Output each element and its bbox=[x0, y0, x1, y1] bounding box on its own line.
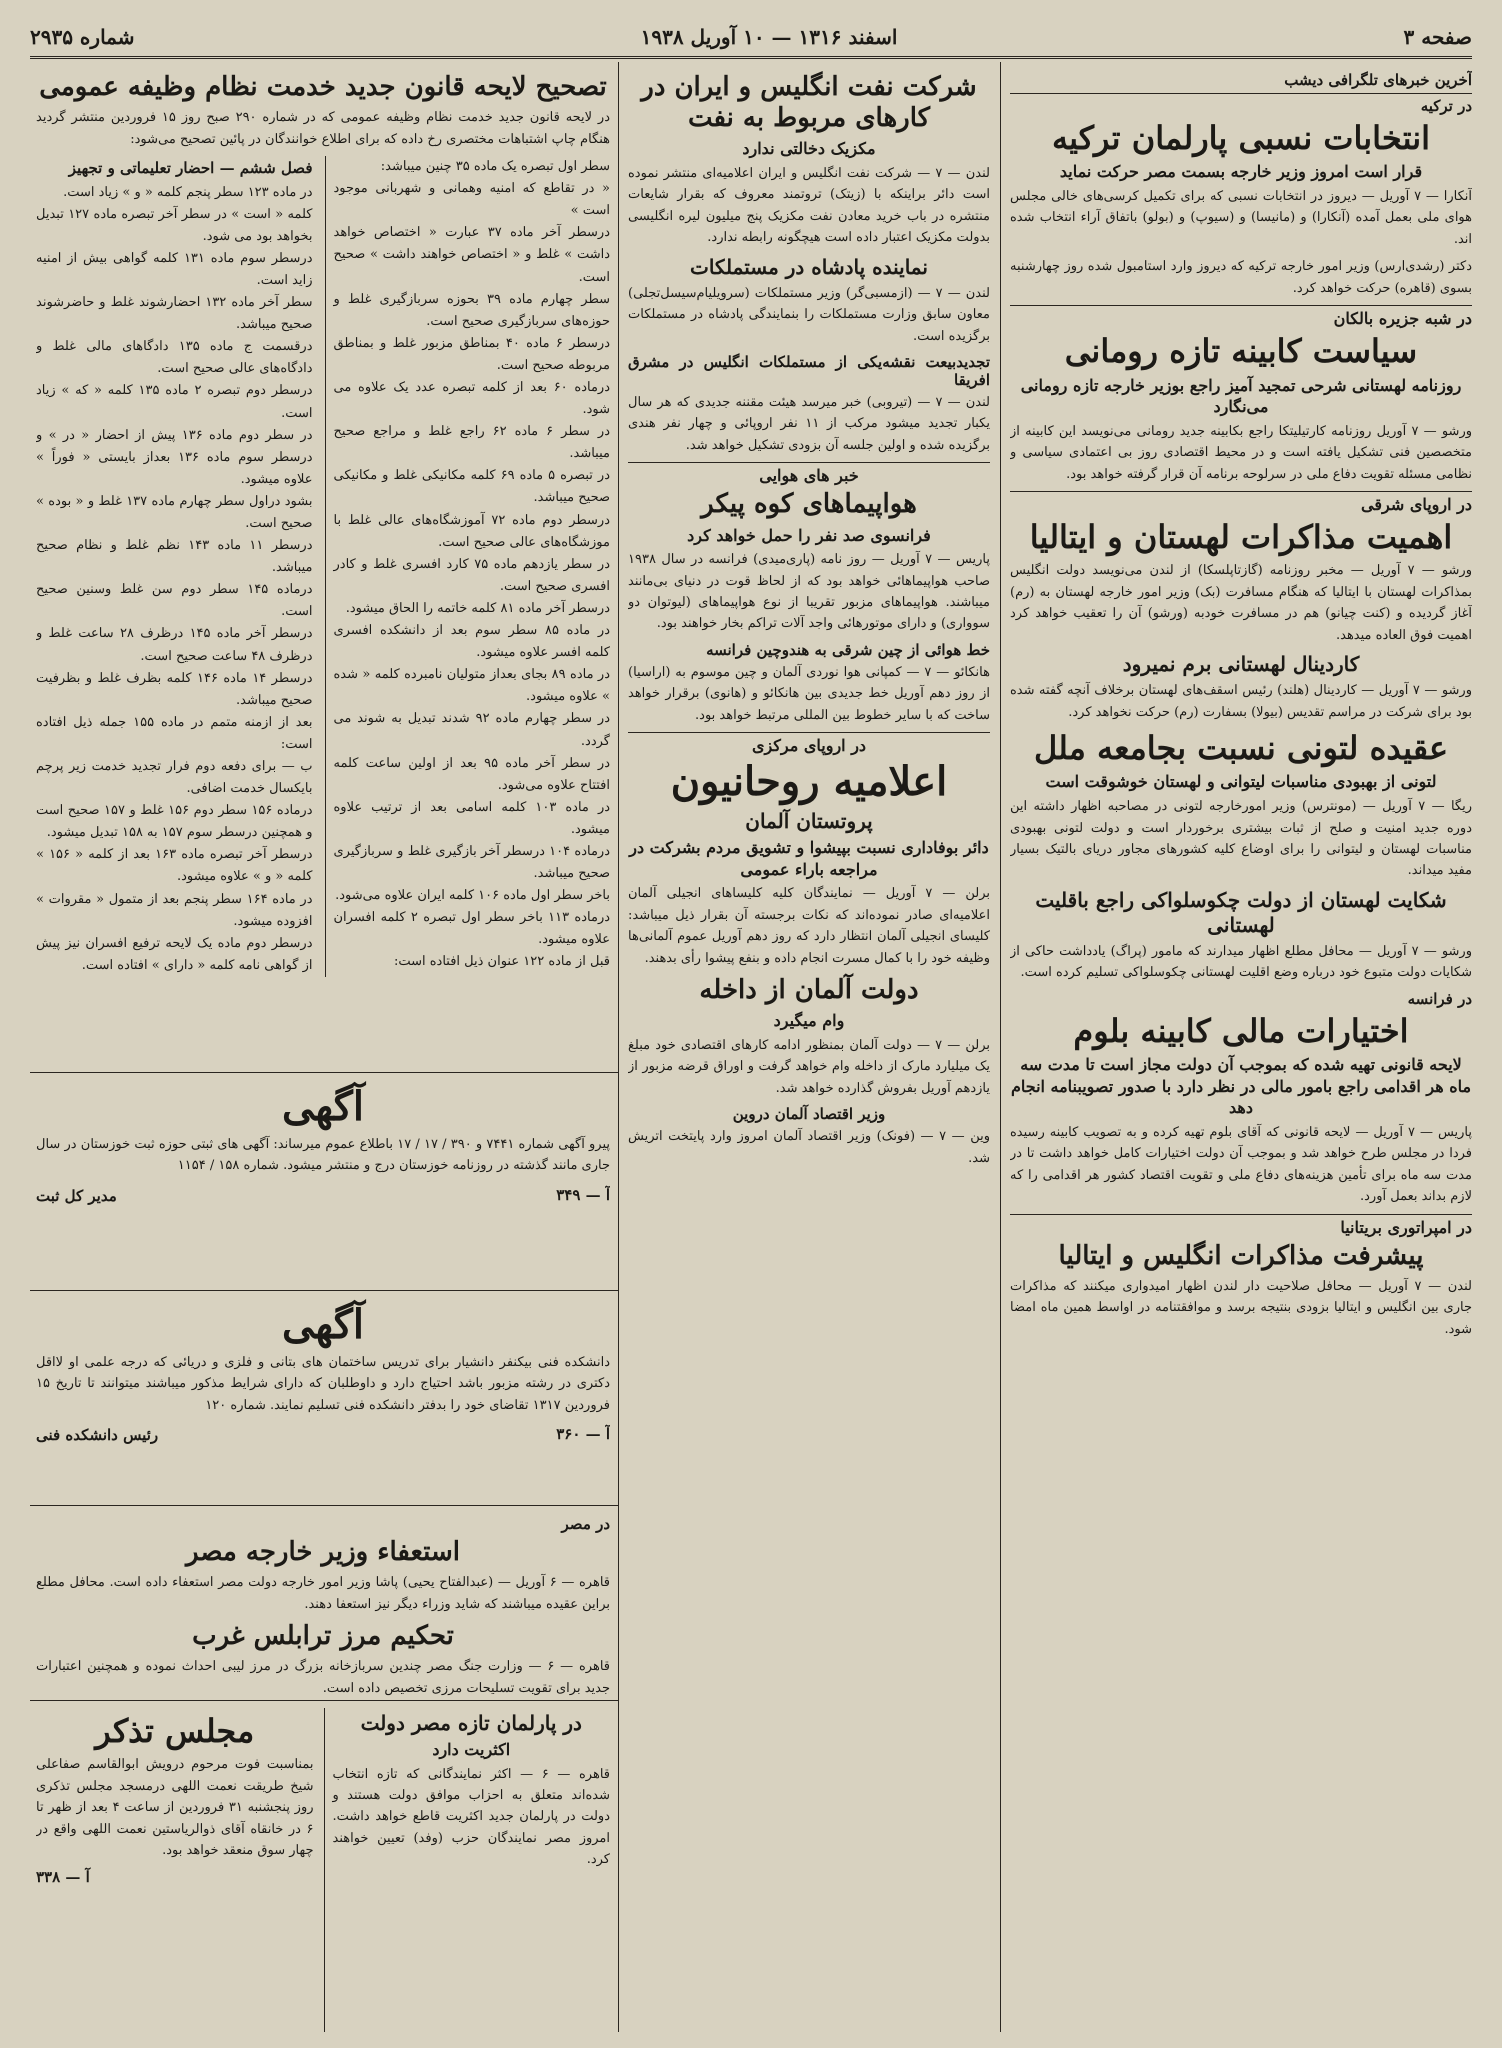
china-line-headline: خط هوائی از چین شرقی به هندوچین فرانسه bbox=[706, 640, 990, 659]
aviation-band: خبر های هوایی bbox=[628, 462, 990, 485]
correction-item: در سطر چهارم ماده ۹۲ شدند تبدیل به شوند می گردد. bbox=[333, 711, 610, 749]
left-section-rule-4 bbox=[30, 1700, 618, 1701]
turkey-headline: انتخابات نسبی پارلمان ترکیه bbox=[1051, 119, 1431, 157]
correction-item: سطر آخر ماده ۱۳۲ احضارشوند غلط و حاضرشوند صحیح میباشد. bbox=[36, 295, 313, 333]
planes-subhead: فرانسوی صد نفر را حمل خواهد کرد bbox=[687, 525, 931, 545]
clergy-body: برلن — ۷ آوریل — نمایندگان کلیه کلیساهای انجیلی آلمان اعلامیه‌ای صادر نموده‌اند که نکات برجسته آن بقرار ذیل میباشد: کلیسای انجیلی آلمان انتظار دارد که روز دهم آوریل عموم آلمانی‌ها وظیفه خود را با کمال مسرت انجام داده و بنفع پیشوا رأی بدهند. bbox=[628, 886, 990, 966]
correction-item: در سطر یازدهم ماده ۷۵ کارد افسری غلط و کادر افسری صحیح است. bbox=[333, 556, 610, 594]
ad-registry bbox=[36, 1080, 610, 1284]
africa-article bbox=[628, 353, 990, 456]
romania-headline: سیاست کابینه تازه رومانی bbox=[1064, 332, 1418, 371]
correction-item: در سطر آخر ماده ۹۵ بعد از اولین ساعت کلمه افتتاح علاوه می‌شود. bbox=[333, 755, 610, 793]
correction-item: ب — برای دفعه دوم فرار تجدید خدمت زیر پرچم بایکسال خدمت اضافی. bbox=[36, 759, 313, 797]
ad-faculty-footer bbox=[36, 1422, 610, 1446]
ad-faculty-title: آگهی bbox=[282, 1301, 364, 1348]
correction-item: در سطر ۶ ماده ۶۲ راجع غلط و مراجع صحیح میباشد. bbox=[333, 424, 610, 462]
ad-registry-title: آگهی bbox=[282, 1083, 364, 1130]
clergy-article bbox=[628, 759, 990, 969]
correction-item: درسطر آخر ماده ۱۴۵ درظرف ۲۸ ساعت غلط و درظرف ۴۸ ساعت صحیح است. bbox=[36, 626, 313, 664]
czech-headline: شکایت لهستان از دولت چکوسلواکی راجع باقلیت لهستانی bbox=[1035, 887, 1447, 937]
issue-number: شماره ۲۹۳۵ bbox=[30, 25, 135, 49]
egypt-body-1: قاهره — ۶ آوریل — (عبدالفتاح یحیی) پاشا وزیر امور خارجه دولت مصر استعفاء داده است. محافل مطلع براین عقیده میباشند که شاید وزراء دیگر نیز استعفا دهند. bbox=[36, 1575, 610, 1612]
ad-faculty-code: آ — ۳۶۰ bbox=[556, 1425, 610, 1444]
uk-italy-article bbox=[1010, 1214, 1472, 1341]
blum-article bbox=[1010, 990, 1472, 1208]
correction-item: « در تقاطع که امنیه وهمانی و شهربانی موجود است » bbox=[333, 181, 610, 219]
parliament-headline: در پارلمان تازه مصر دولت bbox=[360, 1711, 582, 1735]
planes-headline: هواپیماهای کوه پیکر bbox=[701, 489, 917, 520]
romania-subhead: روزنامه لهستانی شرحی تمجید آمیز راجع بوزیر خارجه تازه رومانی می‌نگارد bbox=[1020, 375, 1462, 417]
telegraph-band: آخرین خبرهای تلگرافی دیشب bbox=[1010, 71, 1472, 94]
cardinal-headline: کاردینال لهستانی برم نمیرود bbox=[1122, 652, 1360, 677]
colonies-body: لندن — ۷ — (ازمسبی‌گر) وزیر مستملکات (سرویلیام‌سیسل‌تجلی) معاون سابق وزارت مستملکات را بنمایندگی پادشاه در مستملکات برگزیده است. bbox=[628, 285, 990, 344]
corrections-left-list bbox=[36, 156, 313, 977]
memorial-title: مجلس تذکر bbox=[95, 1712, 255, 1750]
correction-item: درسطر آخر ماده ۳۷ عبارت « اختصاص خواهد داشت » غلط و « اختصاص خواهند داشت » صحیح است. bbox=[333, 225, 610, 285]
loan-article bbox=[628, 975, 990, 1099]
romania-article bbox=[1010, 305, 1472, 485]
correction-item: باخر سطر اول ماده ۱۰۶ کلمه ایران علاوه می‌شود. bbox=[335, 888, 610, 904]
blum-section: در فرانسه bbox=[1407, 989, 1472, 1008]
ad-faculty-body: دانشکده فنی بیکنفر دانشیار برای تدریس ساختمان های بتانی و فلزی و دریائی که درجه علمی او لااقل دکتری در رشته مزبور باشد احتیاج دارد و داوطلبان که دارای شرایط مذکور میباشند میتوانند تا تاریخ ۱۵ فروردین ۱۳۱۷ تقاضای خود را بدفتر دانشکده فنی تسلیم نمایند. شماره ۱۲۰ bbox=[36, 1355, 610, 1413]
correction-item: در تبصره ۵ ماده ۶۹ کلمه مکانیکی غلط و مکانیکی صحیح میباشد. bbox=[333, 468, 610, 506]
turkey-body-2: دکتر (رشدی‌ارس) وزیر امور خارجه ترکیه که دیروز وارد استامبول شده روز چهارشنبه بسوی (قاهره) حرکت خواهد کرد. bbox=[1010, 259, 1472, 296]
cardinal-body: ورشو — ۷ آوریل — کاردینال (هلند) رئیس اسقف‌های لهستان برخلاف آنچه گفته شده بود برای شرکت در مراسم تقدیس (بیولا) بسفارت (رم) حرکت نخواهد کرد. bbox=[1010, 683, 1472, 720]
correction-item: درماده ۱۱۳ باخر سطر اول تبصره ۲ کلمه افسران علاوه میشود. bbox=[333, 910, 610, 948]
left-bottom-row bbox=[36, 1708, 610, 2032]
correction-item: بشود دراول سطر چهارم ماده ۱۳۷ غلط و « بوده » صحیح است. bbox=[36, 493, 313, 531]
law-intro: در لایحه قانون جدید خدمت نظام وظیفه عمومی که در شماره ۲۹۰ صبح روز ۱۵ فروردین منتشر گردید هنگام چاپ اشتباهات مختصری رخ داده که برای اطلاع خوانندگان در پائین تصحیح می‌شود: bbox=[36, 110, 610, 147]
correction-item: درسطر ۶ ماده ۴۰ بمناطق مزبور غلط و بمناطق مربوطه صحیح است. bbox=[333, 335, 610, 373]
loan-body: برلن — ۷ — دولت آلمان بمنظور ادامه کارهای اقتصادی خود مبلغ یک میلیارد مارک از داخله وام خواهد گرفت و اوراق قرضه مزبور از یازدهم آوریل بفروش گذارده خواهد شد. bbox=[628, 1037, 990, 1096]
ad-faculty-sign: رئیس دانشکده فنی bbox=[36, 1426, 159, 1445]
correction-item: درسطر ۱۴ ماده ۱۴۶ کلمه بظرف غلط و بظرفیت صحیح میباشد. bbox=[36, 670, 313, 708]
cardinal-article bbox=[1010, 652, 1472, 723]
masthead-date: اسفند ۱۳۱۶ — ۱۰ آوریل ۱۹۳۸ bbox=[640, 25, 898, 49]
china-line-article bbox=[628, 641, 990, 726]
uk-italy-section: در امپراتوری بریتانیا bbox=[1010, 1214, 1472, 1237]
left-section-rule-1 bbox=[30, 1072, 618, 1073]
ad-faculty bbox=[36, 1298, 610, 1500]
correction-item: درسطر ۱۱ ماده ۱۴۳ نظم غلط و نظام صحیح میباشد. bbox=[36, 538, 313, 576]
correction-item: درماده ۱۵۶ سطر دوم ۱۵۶ غلط و ۱۵۷ صحیح است و همچنین درسطر سوم ۱۵۷ به ۱۵۸ تبدیل میشود. bbox=[36, 803, 313, 841]
correction-item: در ماده ۱۲۳ سطر پنجم کلمه « و » زیاد است. bbox=[63, 184, 313, 200]
oil-body: لندن — ۷ — شرکت نفت انگلیس و ایران اعلامیه‌ای منتشر نموده است دائر براینکه با (زیتک) تروتمند معروف که بقرار شایعات منتشره در باب خرید معادن نفت مکزیک پنج میلیون لیره انگلیسی بدولت مکزیک اعتبار داده است هیچگونه رابطه ندارد. bbox=[628, 165, 990, 246]
correction-item: درسطر دوم ماده ۷۲ آموزشگاه‌های عالی غلط با موزشگاه‌های عالی صحیح است. bbox=[333, 512, 610, 550]
poland-italy-body: ورشو — ۷ آوریل — مخبر روزنامه (گازتاپلسکا) از لندن می‌نویسد دولت انگلیس بمذاکرات لهستان با ایتالیا که هنگام مسافرت (بک) وزیر امور خارجه لهستان به (رم) آغاز گردیده و (کنت چیانو) هم در مسافرت خودبه (ورشو) آن را تعقیب خواهد کرد اهمیت فوق العاده میدهد. bbox=[1010, 563, 1472, 643]
egypt-section: در مصر bbox=[561, 1515, 610, 1533]
planes-article bbox=[628, 489, 990, 635]
uk-italy-body: لندن — ۷ آوریل — محافل صلاحیت دار لندن اظهار امیدواری میکنند که مذاکرات جاری بین انگلیس و ایتالیا بزودی بنتیجه برسد و موافقتنامه در اواسط همین ماه امضا شود. bbox=[1010, 1278, 1472, 1337]
lithuania-article bbox=[1010, 729, 1472, 882]
left-section-rule-2 bbox=[30, 1290, 618, 1291]
africa-body: لندن — ۷ — (تیروبی) خبر میرسد هیئت مقننه جدیدی که هر سال یکبار تجدید میشود مرکب از ۱۱ نفر اروپائی و چهار نفر هندی برگزیده شده و اولین جلسه آن بزودی تشکیل خواهد شد. bbox=[628, 395, 990, 453]
poland-italy-article bbox=[1010, 491, 1472, 646]
correction-item: درقسمت ج ماده ۱۳۵ دادگاهای مالی غلط و دادگاه‌های عالی صحیح است. bbox=[36, 339, 313, 377]
parliament-article bbox=[324, 1708, 611, 2032]
blum-body: پاریس — ۷ آوریل — لایحه قانونی که آقای بلوم تهیه کرده و به تصویب کابینه رسیده فردا در مجلس طرح خواهد شد و بموجب آن دولت اختیارات کامل خواهد داشت تا در مدت سه ماه برای تأمین هزینه‌های دفاع ملی و تقویت اقتصاد کشور هر اقدامی را که لازم بداند بعمل آورد. bbox=[1010, 1124, 1472, 1205]
loan-subhead: وام میگیرد bbox=[773, 1011, 845, 1031]
law-section-title: فصل ششم — احضار تعلیماتی و تجهیز bbox=[68, 159, 313, 178]
poland-italy-headline: اهمیت مذاکرات لهستان و ایتالیا bbox=[1029, 518, 1453, 557]
clergy-headline: اعلامیه روحانیون bbox=[670, 758, 948, 806]
right-column bbox=[1010, 68, 1472, 2032]
egypt-block bbox=[36, 1512, 610, 1696]
blum-headline: اختیارات مالی کابینه بلوم bbox=[1073, 1011, 1409, 1050]
column-rule-right bbox=[1000, 62, 1001, 2032]
correction-item: درسطر سوم ماده ۱۳۱ کلمه گواهی بیش از امنیه زاید است. bbox=[36, 250, 313, 288]
economy-body: وین — ۷ — (فونک) وزیر اقتصاد آلمان امروز وارد پایتخت اتریش شد. bbox=[628, 1129, 990, 1166]
ad-registry-body: پیرو آگهی شماره ۷۴۴۱ و ۳۹۰ / ۱۷ / ۱۷ باطلاع عموم میرساند: آگهی های ثبتی حوزه ثبت خوزستان در سال جاری مانند گذشته در روزنامه خوزستان درج و منتشر میشود. شماره ۱۵۸ / ۱۱۵۴ bbox=[36, 1137, 610, 1174]
economy-kicker: وزیر اقتصاد آلمان دروین bbox=[732, 1105, 886, 1124]
central-europe-band: در اروپای مرکزی bbox=[628, 732, 990, 755]
china-line-body: هانکائو — ۷ — کمپانی هوا نوردی آلمان و چین موسوم به (اراسیا) از روز دهم آوریل خط جدیدی بین هانکائو و (هانوی) برقرار خواهد ساخت که با سایر خطوط بین المللی مرتبط خواهد بود. bbox=[628, 664, 990, 723]
correction-item: درماده ۱۴۵ سطر دوم سن غلط وسنین صحیح است. bbox=[36, 582, 313, 620]
correction-item: سطر اول تبصره یک ماده ۳۵ چنین میباشد: bbox=[380, 159, 610, 175]
law-correction-block bbox=[36, 68, 610, 1068]
page-number: صفحه ۳ bbox=[1403, 25, 1472, 49]
clergy-subhead-1: پروتستان آلمان bbox=[745, 809, 873, 834]
ad-registry-footer bbox=[36, 1183, 610, 1207]
correction-item: درماده ۱۰۴ درسطر آخر بازگیری غلط و سربازگیری صحیح میباشد. bbox=[333, 843, 610, 882]
parliament-body: قاهره — ۶ — اکثر نمایندگانی که تازه انتخاب شده‌اند متعلق به احزاب موافق دولت هستند و دولت در پارلمان جدید اکثریت قاطع خواهد داشت. امروز مصر نمایندگان حزب (وفد) تعیین خواهند کرد. bbox=[332, 1766, 610, 1868]
correction-item: سطر چهارم ماده ۳۹ بحوزه سربازگیری غلط و حوزه‌های سربازگیری صحیح است. bbox=[333, 291, 610, 329]
masthead bbox=[30, 18, 1472, 59]
law-headline: تصحیح لایحه قانون جدید خدمت نظام وظیفه عمومی bbox=[39, 72, 607, 102]
colonies-article bbox=[628, 255, 990, 347]
correction-item: در ماده ۱۰۳ کلمه اسامی بعد از ترتیب علاوه میشود. bbox=[333, 799, 610, 837]
clergy-subhead-2: دائر بوفاداری نسبت بپیشوا و تشویق مردم بشرکت در مراجعه باراء عمومی bbox=[629, 838, 989, 879]
correction-item: کلمه « است » در سطر آخر تبصره ماده ۱۲۷ تبدیل بخواهد بود می شود. bbox=[36, 206, 313, 244]
lithuania-subhead: لتونی از بهبودی مناسبات لیتوانی و لهستان خوشوقت است bbox=[1045, 772, 1437, 792]
turkey-body-1: آنکارا — ۷ آوریل — دیروز در انتخابات نسبی که برای تکمیل کرسی‌های خالی مجلس هوای ملی بعمل آمده (آنکارا) و (مانیسا) و (سیوپ) و (بولو) باتفاق آراء انتخاب شده اند. bbox=[1010, 188, 1472, 247]
turkey-article bbox=[1010, 97, 1472, 299]
turkey-subhead: قرار است امروز وزیر خارجه بسمت مصر حرکت نماید bbox=[1059, 162, 1423, 182]
oil-article bbox=[628, 72, 990, 249]
planes-body: پاریس — ۷ آوریل — روز نامه (پاری‌میدی) فرانسه در سال ۱۹۳۸ صاحب هواپیماهائی خواهد بود که از لحاظ قوت در دنیای بی‌مانند میباشند. هواپیماهای مزبور تقریبا از نوع هواپیماهای (لیوتوان دو سوواری) و دارای موتورهائی واجد آلات تراکم بخار خواهند بود. bbox=[628, 552, 990, 632]
correction-item: در ماده ۸۵ سطر سوم بعد از دانشکده افسری کلمه افسر علاوه میشود. bbox=[333, 623, 610, 661]
correction-item: بعد از ازمنه متمم در ماده ۱۵۵ جمله ذیل افتاده است: bbox=[36, 714, 313, 752]
romania-body: ورشو — ۷ آوریل روزنامه کارتیلیتکا راجع بکابینه جدید رومانی می‌نویسد این کابینه از متخصصین فنی تشکیل یافته است و در محیط اقتصادی روز بی اعتمادی سیاسی و نظامی مسئله تقویت دفاع ملی در سرلوحه برنامه آن قرار گرفته خواهد بود. bbox=[1010, 423, 1472, 482]
left-section-rule-3 bbox=[30, 1505, 618, 1506]
corrections-right-list bbox=[325, 156, 611, 977]
colonies-headline: نماینده پادشاه در مستملکات bbox=[690, 254, 928, 279]
blum-subhead: لایحه قانونی تهیه شده که بموجب آن دولت مجاز است تا مدت سه ماه هر اقدامی راجع بامور مالی در نظر دارد با صدور تصویبنامه انجام دهد bbox=[1010, 1055, 1472, 1118]
loan-headline: دولت آلمان از داخله bbox=[699, 975, 919, 1006]
poland-italy-section: در اروپای شرقی bbox=[1010, 491, 1472, 514]
correction-item: درسطر دوم ماده یک لایحه ترفیع افسران نیز پیش از گواهی نامه کلمه « دارای » افتاده است. bbox=[36, 935, 313, 973]
oil-subhead: مکزیک دخالتی ندارد bbox=[742, 139, 876, 159]
ad-registry-sign: مدیر کل ثبت bbox=[36, 1186, 117, 1205]
memorial-code: آ — ۳۳۸ bbox=[36, 1867, 90, 1886]
correction-item: درسطر آخر تبصره ماده ۱۶۳ بعد از کلمه « ۱۵۶ » کلمه « و » علاوه میشود. bbox=[36, 847, 313, 885]
czech-body: ورشو — ۷ آوریل — محافل مطلع اظهار میدارند که مامور (پراگ) یادداشت حاکی از شکایات دولت متبوع خود درباره وضع اقلیت لهستانی چکوسلواکی تسلیم کرده است. bbox=[1010, 943, 1472, 981]
oil-headline: شرکت نفت انگلیس و ایران در کارهای مربوط به نفت bbox=[641, 72, 977, 134]
correction-item: در سطر دوم ماده ۱۳۶ پیش از احضار « در » و درسطر سوم ماده ۱۳۶ بعداز بایستی « فوراً » علاوه میشود. bbox=[36, 427, 313, 487]
lithuania-body: ریگا — ۷ آوریل — (مونترس) وزیر امورخارجه لتونی در مصاحبه اظهار داشته این دوره جدید امنیت و صلح از ثبات بیشتری برخوردار است و دولت لتونی بهبودی مناسبات لهستان و لیتوانی را برای اوضاع کلیه کشورهای مجاور دریای بالتیک بسیار مفید میداند. bbox=[1010, 799, 1472, 879]
egypt-body-2: قاهره — ۶ — وزارت جنگ مصر چندین سربازخانه بزرگ در مرز لیبی احداث نموده و همچنین اعتبارات جدید برای تقویت تسلیحات مرزی تخصیص داده است. bbox=[36, 1659, 610, 1696]
correction-item: در ماده ۸۹ بجای بعداز متولیان نامبرده کلمه « شده » علاوه میشود. bbox=[333, 667, 610, 705]
romania-section: در شبه جزیره بالکان bbox=[1010, 305, 1472, 328]
egypt-headline-2: تحکیم مرز ترابلس غرب bbox=[192, 1621, 454, 1652]
lithuania-headline: عقیده لتونی نسبت بجامعه ملل bbox=[1033, 729, 1449, 768]
egypt-headline-1: استعفاء وزیر خارجه مصر bbox=[186, 1537, 460, 1567]
correction-item: قبل از ماده ۱۲۲ عنوان ذیل افتاده است: bbox=[393, 954, 610, 970]
correction-item: در ماده ۱۶۴ سطر پنجم بعد از متمول « مقروات » افزوده میشود. bbox=[36, 891, 313, 929]
ad-registry-code: آ — ۳۴۹ bbox=[556, 1185, 610, 1204]
memorial-body: بمناسبت فوت مرحوم درویش ابوالقاسم صفاعلی شیخ طریقت نعمت اللهی درمسجد مجلس تذکری روز پنجشنبه ۳۱ فروردین از ساعت ۴ بعد از ظهر تا ۶ در خانقاه آقای ذوالریاستین نعمت اللهی واقع در چهار سوق منعقد خواهد بود. bbox=[36, 1757, 314, 1859]
turkey-section: در ترکیه bbox=[1420, 97, 1472, 115]
africa-kicker: تجدیدبیعت نقشه‌یکی از مستملکات انگلیس در مشرق افریقا bbox=[628, 353, 990, 390]
correction-item: درسطر آخر ماده ۸۱ کلمه خاتمه را الحاق میشود. bbox=[345, 600, 610, 616]
middle-column bbox=[628, 68, 990, 2032]
column-rule-middle bbox=[618, 62, 619, 2032]
memorial-notice bbox=[36, 1708, 314, 2032]
parliament-subhead: اکثریت دارد bbox=[432, 1740, 511, 1759]
law-corrections bbox=[36, 156, 610, 977]
economy-article bbox=[628, 1105, 990, 1169]
correction-item: درماده ۶۰ بعد از کلمه تبصره عدد یک علاوه می شود. bbox=[333, 380, 610, 418]
correction-item: درسطر دوم تبصره ۲ ماده ۱۳۵ کلمه « که » زیاد است. bbox=[36, 383, 313, 421]
czech-article bbox=[1010, 888, 1472, 984]
uk-italy-headline: پیشرفت مذاکرات انگلیس و ایتالیا bbox=[1058, 1240, 1424, 1271]
